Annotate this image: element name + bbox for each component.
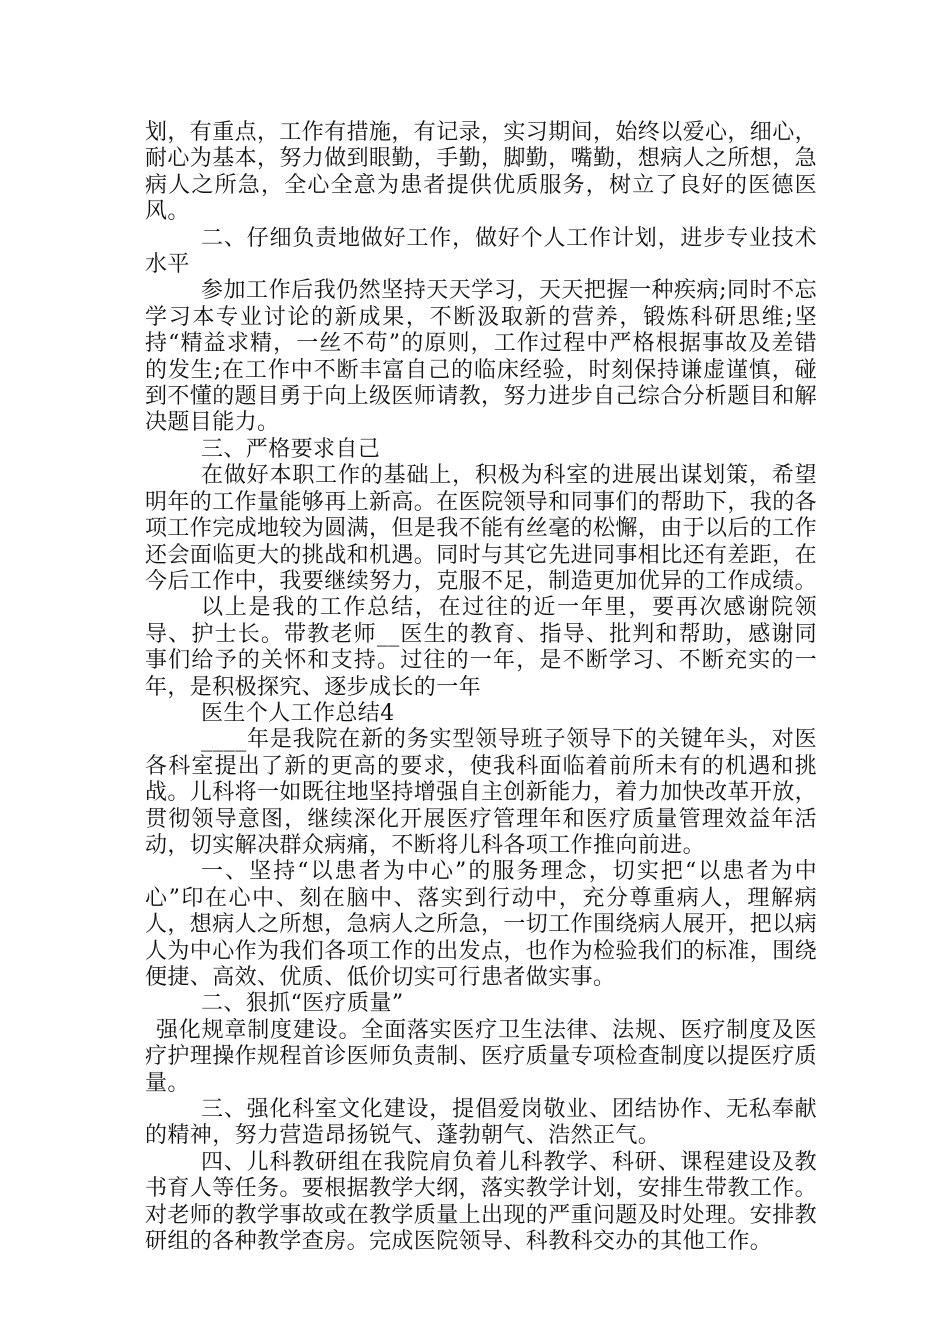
section-heading-2: 二、仔细负责地做好工作，做好个人工作计划，进步专业技术水平 <box>145 225 817 278</box>
section-item-4: 四、儿科教研组在我院肩负着儿科教学、科研、课程建设及教书育人等任务。要根据教学大纲，落实教学计划，安排生带教工作。对老师的教学事故或在教学质量上出现的严重问题及时处理。安排教研组的各种教学查房。完成医院领导、科教科交办的其他工作。 <box>145 1149 818 1255</box>
paragraph: ____年是我院在新的务实型领导班子领导下的关键年头，对医各科室提出了新的更高的要求，使我科面临着前所未有的机遇和挑战。儿科将一如既往地坚持增强自主创新能力，着力加快改革开放，贯彻领导意图，继续深化开展医疗管理年和医疗质量管理效益年活动，切实解决群众病痛，不断将儿科各项工作推向前进。 <box>145 727 818 858</box>
section-heading-3: 三、严格要求自己 <box>201 436 381 462</box>
paragraph-continuation: 划，有重点，工作有措施，有记录，实习期间，始终以爱心，细心，耐心为基本，努力做到眼勤，手勤，脚勤，嘴勤，想病人之所想，急病人之所急，全心全意为患者提供优质服务，树立了良好的医德医风。 <box>145 120 818 225</box>
section-heading-quality: 二、狠抓“医疗质量” <box>201 991 404 1017</box>
paragraph: 以上是我的工作总结，在过往的近一年里，要再次感谢院领导、护士长。带教老师__医生的教育、指导、批判和帮助，感谢同事们给予的关怀和支持。过往的一年，是不断学习、不断充实的一年，是积极探究、逐步成长的一年 <box>145 595 817 700</box>
document-body <box>145 120 817 1255</box>
paragraph: 在做好本职工作的基础上，积极为科室的进展出谋划策，希望明年的工作量能够再上新高。在医院领导和同事们的帮助下，我的各项工作完成地较为圆满，但是我不能有丝毫的松懈，由于以后的工作还会面临更大的挑战和机遇。同时与其它先进同事相比还有差距，在今后工作中，我要继续努力，克服不足，制造更加优异的工作成绩。 <box>145 463 818 594</box>
document-subtitle: 医生个人工作总结4 <box>201 700 395 726</box>
paragraph: 参加工作后我仍然坚持天天学习，天天把握一种疾病;同时不忘学习本专业讨论的新成果，不断汲取新的营养，锻炼科研思维;坚持“精益求精，一丝不苟”的原则，工作过程中严格根据事故及差错的发生;在工作中不断丰富自己的临床经验，时刻保持谦虚谨慎，碰到不懂的题目勇于向上级医师请教，努力进步自己综合分析题目和解决题目能力。 <box>145 278 818 436</box>
section-item-3: 三、强化科室文化建设，提倡爱岗敬业、团结协作、无私奉献的精神，努力营造昂扬锐气、蓬勃朝气、浩然正气。 <box>145 1097 817 1149</box>
paragraph: 强化规章制度建设。全面落实医疗卫生法律、法规、医疗制度及医疗护理操作规程首诊医师负责制、医疗质量专项检查制度以提医疗质量。 <box>145 1017 818 1096</box>
section-item-1: 一、坚持“以患者为中心”的服务理念，切实把“以患者为中心”印在心中、刻在脑中、落实到行动中，充分尊重病人，理解病人，想病人之所想，急病人之所急，一切工作围绕病人展开，把以病人为中心作为我们各项工作的出发点，也作为检验我们的标准，围绕便捷、高效、优质、低价切实可行患者做实事。 <box>145 859 818 990</box>
